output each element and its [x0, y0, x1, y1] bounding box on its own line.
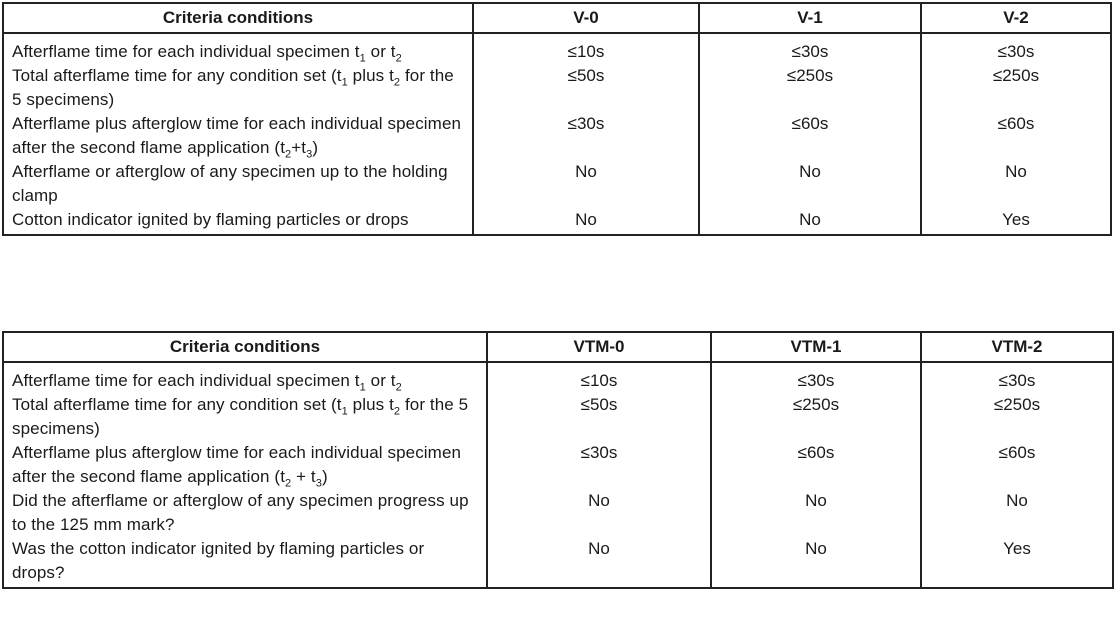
value-cell: No: [711, 537, 921, 588]
value-cell: Yes: [921, 537, 1113, 588]
vtm-criteria-table: [2, 331, 1114, 589]
value-cell: No: [921, 160, 1111, 208]
criteria-text: Was the cotton indicator ignited by flaming particles or drops?: [12, 539, 425, 582]
criteria-cell: [3, 208, 473, 235]
subscript: 3: [315, 477, 322, 490]
value-cell: ≤60s: [711, 441, 921, 489]
criteria-text: ): [312, 138, 319, 157]
header-criteria: Criteria conditions: [3, 332, 487, 362]
criteria-cell: [3, 362, 487, 393]
value-cell: No: [699, 160, 921, 208]
subscript: 1: [341, 405, 348, 418]
value-cell: No: [711, 489, 921, 537]
criteria-text: for the 5 specimens): [12, 66, 454, 109]
table-row: [3, 489, 1113, 537]
criteria-cell: [3, 112, 473, 160]
header-v-0: V-0: [473, 3, 699, 33]
header-vtm-2: VTM-2: [921, 332, 1113, 362]
subscript: 2: [395, 52, 402, 65]
subscript: 1: [341, 76, 348, 89]
criteria-text: plus t: [347, 66, 394, 85]
value-cell: ≤30s: [699, 33, 921, 64]
criteria-cell: [3, 441, 487, 489]
criteria-cell: [3, 160, 473, 208]
value-cell: ≤250s: [711, 393, 921, 441]
table-row: [3, 33, 1111, 64]
subscript: 1: [359, 52, 366, 65]
table-row: [3, 208, 1111, 235]
value-cell: ≤50s: [473, 64, 699, 112]
value-cell: No: [473, 160, 699, 208]
criteria-text: Afterflame plus afterglow time for each individual specimen after the second flame application (t: [12, 443, 462, 486]
value-cell: No: [921, 489, 1113, 537]
criteria-text: +t: [291, 138, 307, 157]
criteria-text: or t: [365, 371, 396, 390]
criteria-text: Total afterflame time for any condition set (t: [12, 395, 342, 414]
value-cell: ≤50s: [487, 393, 711, 441]
criteria-text: Afterflame plus afterglow time for each individual specimen after the second flame application (t: [12, 114, 462, 157]
table-row: [3, 64, 1111, 112]
subscript: 1: [359, 381, 366, 394]
criteria-text: for the 5 specimens): [12, 395, 469, 438]
table-header-row: [3, 3, 1111, 33]
criteria-text: or t: [365, 42, 396, 61]
criteria-text: Afterflame time for each individual specimen t: [12, 371, 360, 390]
table-row: [3, 112, 1111, 160]
criteria-text: Total afterflame time for any condition set (t: [12, 66, 342, 85]
criteria-text: ): [321, 467, 328, 486]
header-vtm-0: VTM-0: [487, 332, 711, 362]
value-cell: ≤30s: [921, 33, 1111, 64]
subscript: 2: [393, 76, 401, 89]
subscript: 2: [285, 477, 292, 490]
value-cell: Yes: [921, 208, 1111, 235]
v-criteria-table: [2, 2, 1112, 236]
subscript: 2: [285, 148, 292, 161]
criteria-cell: [3, 33, 473, 64]
header-v-2: V-2: [921, 3, 1111, 33]
criteria-text: Did the afterflame or afterglow of any specimen progress up to the 125 mm mark?: [12, 491, 469, 534]
table-row: [3, 160, 1111, 208]
value-cell: ≤30s: [487, 441, 711, 489]
value-cell: No: [699, 208, 921, 235]
criteria-cell: [3, 489, 487, 537]
value-cell: No: [473, 208, 699, 235]
table-row: [3, 537, 1113, 588]
value-cell: ≤30s: [921, 362, 1113, 393]
value-cell: ≤60s: [921, 112, 1111, 160]
criteria-text: Afterflame time for each individual specimen t: [12, 42, 360, 61]
header-criteria: Criteria conditions: [3, 3, 473, 33]
value-cell: ≤30s: [473, 112, 699, 160]
value-cell: ≤250s: [921, 64, 1111, 112]
criteria-cell: [3, 537, 487, 588]
value-cell: ≤250s: [921, 393, 1113, 441]
subscript: 2: [393, 405, 401, 418]
criteria-text: + t: [291, 467, 316, 486]
criteria-text: plus t: [347, 395, 394, 414]
table-row: [3, 393, 1113, 441]
value-cell: ≤10s: [473, 33, 699, 64]
table-row: [3, 441, 1113, 489]
criteria-cell: [3, 64, 473, 112]
value-cell: ≤60s: [699, 112, 921, 160]
value-cell: No: [487, 489, 711, 537]
value-cell: ≤30s: [711, 362, 921, 393]
value-cell: ≤60s: [921, 441, 1113, 489]
value-cell: ≤10s: [487, 362, 711, 393]
criteria-cell: [3, 393, 487, 441]
criteria-text: Afterflame or afterglow of any specimen up to the holding clamp: [12, 162, 448, 205]
header-vtm-1: VTM-1: [711, 332, 921, 362]
table-header-row: [3, 332, 1113, 362]
criteria-text: Cotton indicator ignited by flaming particles or drops: [12, 210, 409, 229]
table-row: [3, 362, 1113, 393]
header-v-1: V-1: [699, 3, 921, 33]
value-cell: No: [487, 537, 711, 588]
subscript: 2: [395, 381, 402, 394]
subscript: 3: [306, 148, 313, 161]
value-cell: ≤250s: [699, 64, 921, 112]
